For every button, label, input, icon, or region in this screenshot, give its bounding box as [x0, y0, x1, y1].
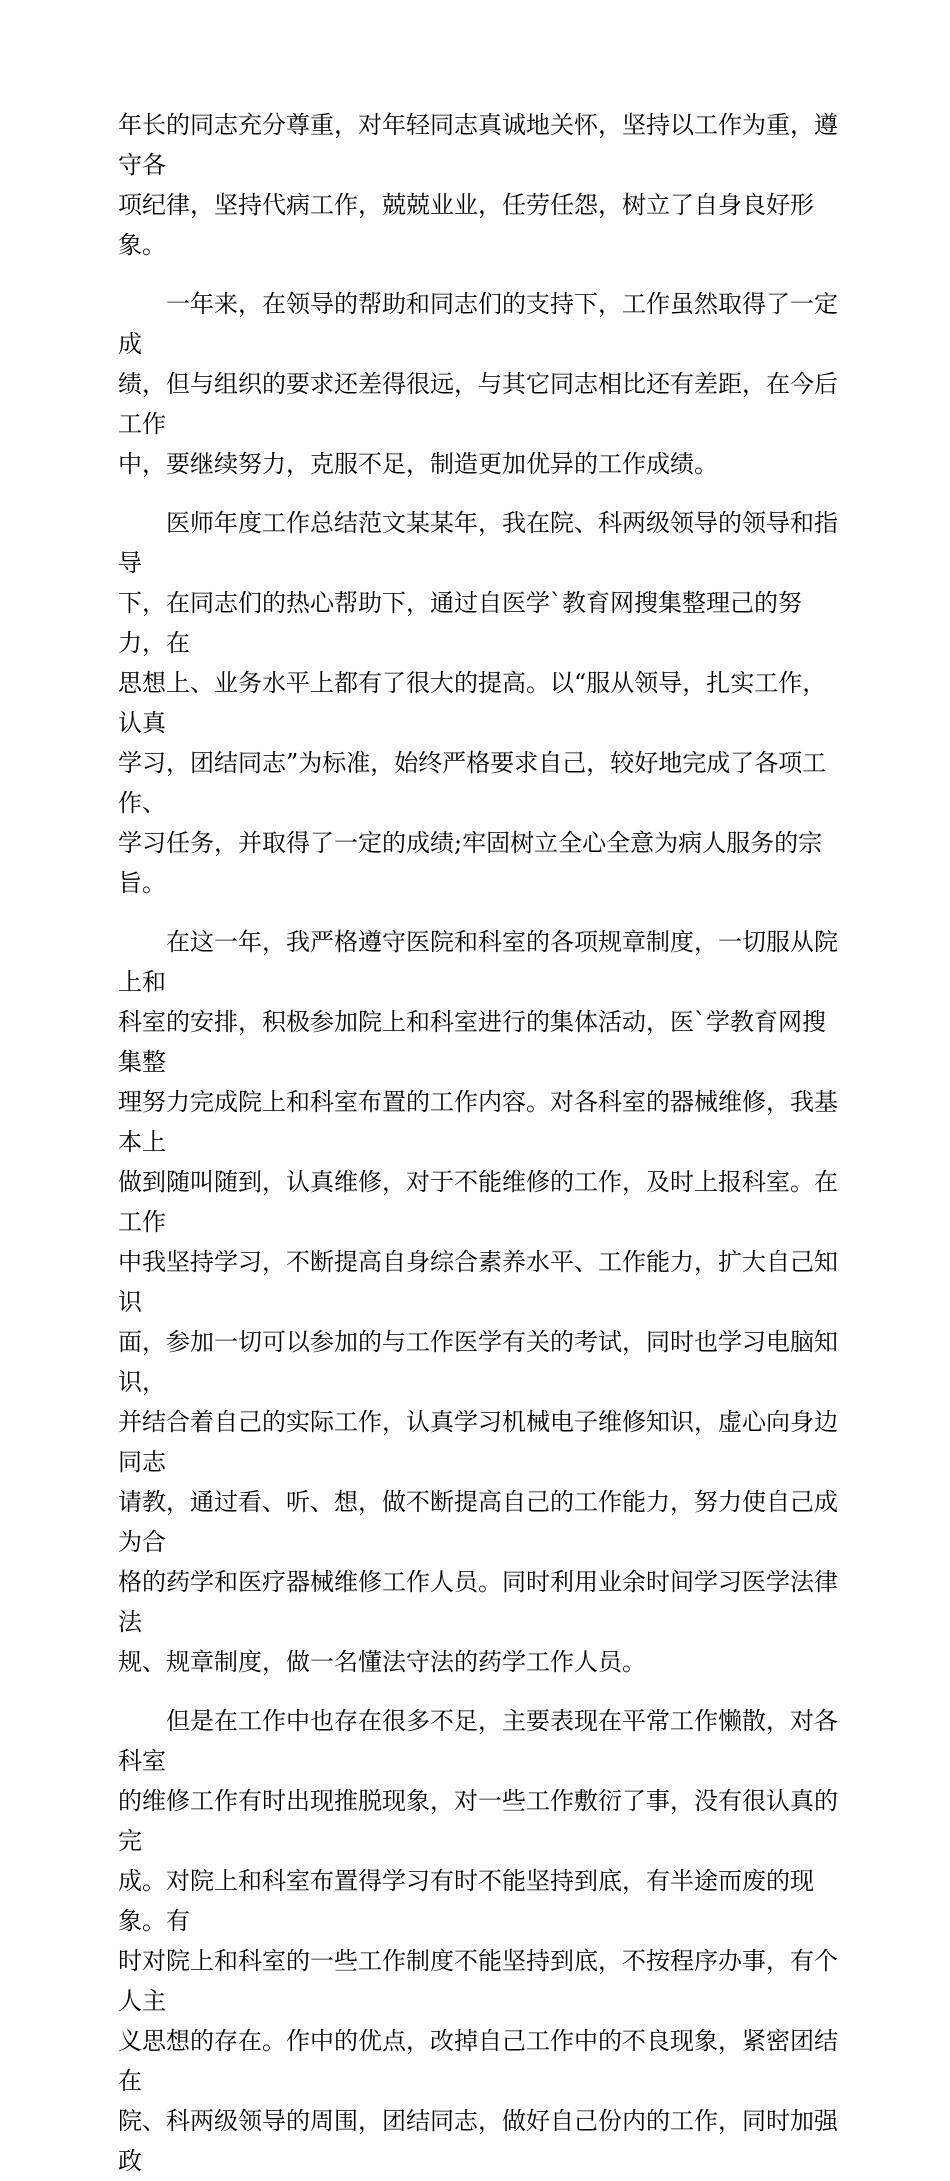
paragraph-5: 但是在工作中也存在很多不足，主要表现在平常工作懒散，对各科室 的维修工作有时出现推脱现象，对一些工作敷衍了事，没有很认真的完 成。对院上和科室布置得学习有时不能坚持到底，有半途而废的现象。有 时对院上和科室的一些工作制度不能坚持到底，不按程序办事，有个人主 义思想的存在。作中的优点，改掉自己工作中的不良现象，紧密团结在 院、科两级领导的周围，团结同志，做好自己份内的工作，同时加强政 [118, 1707, 838, 2175]
paragraph-4: 在这一年，我严格遵守医院和科室的各项规章制度，一切服从院上和 科室的安排，积极参加院上和科室进行的集体活动，医`学教育网搜集整 理努力完成院上和科室布置的工作内容。对各科室的器械维修，我基本上 做到随叫随到，认真维修，对于不能维修的工作，及时上报科室。在工作 中我坚持学习，不断提高自身综合素养水平、工作能力，扩大自己知识 面，参加一切可以参加的与工作医学有关的考试，同时也学习电脑知识， 并结合着自己的实际工作，认真学习机械电子维修知识，虚心向身边同志 请教，通过看、听、想，做不断提高自己的工作能力，努力使自己成为合 格的药学和医疗器械维修工作人员。同时利用业余时间学习医学法律法 规、规章制度，做一名懂法守法的药学工作人员。 [118, 928, 838, 1676]
document-page [118, 105, 838, 2181]
paragraph-3: 医师年度工作总结范文某某年，我在院、科两级领导的领导和指导 下，在同志们的热心帮助下，通过自医学`教育网搜集整理己的努力，在 思想上、业务水平上都有了很大的提高。以“服从领导，扎实工作，认真 学习，团结同志”为标准，始终严格要求自己，较好地完成了各项工作、 学习任务，并取得了一定的成绩;牢固树立全心全意为病人服务的宗旨。 [118, 509, 838, 897]
paragraph-2: 一年来，在领导的帮助和同志们的支持下，工作虽然取得了一定成 绩，但与组织的要求还差得很远，与其它同志相比还有差距，在今后工作 中，要继续努力，克服不足，制造更加优异的工作成绩。 [118, 290, 838, 478]
paragraph-1: 年长的同志充分尊重，对年轻同志真诚地关怀，坚持以工作为重，遵守各 项纪律，坚持代病工作，兢兢业业，任劳任怨，树立了自身良好形象。 [118, 111, 838, 259]
